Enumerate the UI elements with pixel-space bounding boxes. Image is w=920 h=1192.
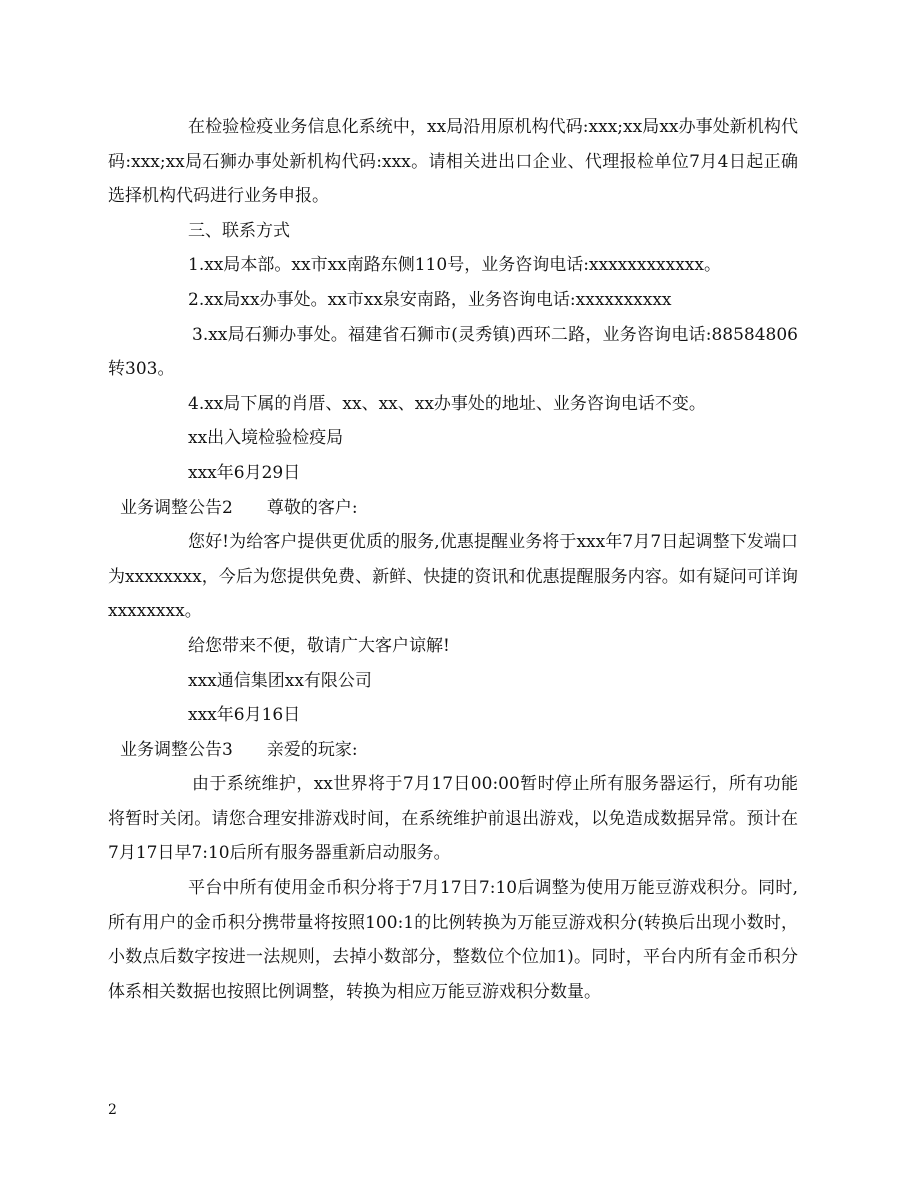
notice-2-apology: 给您带来不便，敬请广大客户谅解! [188, 635, 450, 656]
notice-2-body: 您好!为给客户提供更优质的服务,优惠提醒业务将于xxx年7月7日起调整下发端口为xxxxxxxx，今后为您提供免费、新鲜、快捷的资讯和优惠提醒服务内容。如有疑问可详询xxxxxxxx。 [108, 532, 798, 622]
section-heading-contact: 三、联系方式 [188, 220, 290, 241]
signature-date-2: xxx年6月16日 [188, 705, 301, 726]
signature-date-1: xxx年6月29日 [188, 462, 301, 483]
page-number: 2 [108, 1102, 117, 1118]
notice-3-heading: 业务调整公告3 亲爱的玩家: [120, 739, 358, 760]
contact-item-2: 2.xx局xx办事处。xx市xx泉安南路，业务咨询电话:xxxxxxxxxx [188, 289, 672, 310]
notice-3-maintenance: 由于系统维护，xx世界将于7月17日00:00暂时停止所有服务器运行，所有功能将暂时关闭。请您合理安排游戏时间，在系统维护前退出游戏，以免造成数据异常。预计在7月17日早7:10后所有服务器重新启动服务。 [108, 774, 798, 864]
paragraph-agency-codes: 在检验检疫业务信息化系统中，xx局沿用原机构代码:xxx;xx局xx办事处新机构代码:xxx;xx局石狮办事处新机构代码:xxx。请相关进出口企业、代理报检单位7月4日起正确选择机构代码进行业务申报。 [108, 117, 798, 207]
contact-item-4: 4.xx局下属的肖厝、xx、xx、xx办事处的地址、业务咨询电话不变。 [188, 393, 706, 414]
contact-item-3: 3.xx局石狮办事处。福建省石狮市(灵秀镇)西环二路，业务咨询电话:88584806转303。 [108, 324, 798, 380]
contact-item-1: 1.xx局本部。xx市xx南路东侧110号，业务咨询电话:xxxxxxxxxxxx。 [188, 255, 721, 276]
notice-3-points-conversion: 平台中所有使用金币积分将于7月17日7:10后调整为使用万能豆游戏积分。同时,所有用户的金币积分携带量将按照100:1的比例转换为万能豆游戏积分(转换后出现小数时，小数点后数字按进一法规则，去掉小数部分，整数位个位加1)。同时，平台内所有金币积分体系相关数据也按照比例调整，转换为相应万能豆游戏积分数量。 [108, 878, 798, 1002]
signature-organization-1: xx出入境检验检疫局 [188, 428, 344, 449]
signature-organization-2: xxx通信集团xx有限公司 [188, 670, 372, 691]
notice-2-heading: 业务调整公告2 尊敬的客户: [120, 497, 358, 518]
document-body [108, 110, 798, 1009]
